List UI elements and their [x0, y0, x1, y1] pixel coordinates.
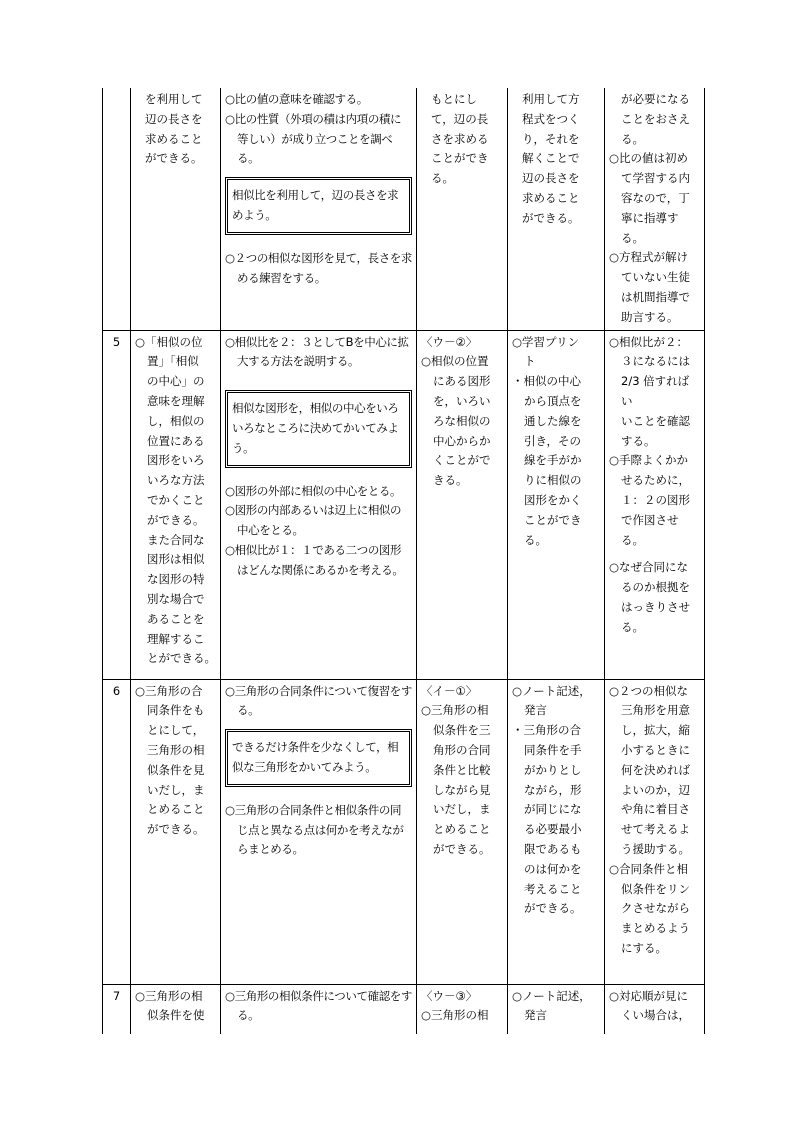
- activity-item: ○図形の外部に相似の中心をとる。: [225, 483, 402, 498]
- notes-cell: [605, 330, 705, 679]
- eval-line: 似条件を三: [433, 723, 491, 738]
- goal-line: ができる。: [147, 822, 205, 837]
- notes-line: まとめるよう: [621, 921, 690, 936]
- notes-line: いことを確認: [621, 413, 690, 428]
- notes-cell: [605, 679, 705, 984]
- notes-line: くい場合は，: [621, 1008, 690, 1023]
- notes-line: はっきりさせ: [621, 599, 690, 614]
- goal-line: 図形は相似: [147, 552, 205, 567]
- notes-line: ○手際よくかか: [609, 453, 689, 468]
- table-row: [103, 984, 705, 1034]
- notes-line: にする。: [621, 940, 667, 955]
- eval-line: 条件と比較: [433, 762, 491, 777]
- eval-line: 中心からか: [433, 433, 491, 448]
- goal-line: でかくこと: [147, 492, 205, 507]
- notes-line: ○方程式が解け: [609, 250, 689, 265]
- method-line: が同じにな: [524, 802, 582, 817]
- notes-line: ことをおさえ: [621, 111, 690, 126]
- goal-line: ○「相似の位: [135, 334, 203, 349]
- activity-item: ○相似比が１：１である二つの図形はどんな関係にあるかを考える。: [225, 542, 404, 577]
- notes-cell: [605, 88, 705, 330]
- activity-item: ○三角形の合同条件について復習をする。: [225, 683, 413, 718]
- lesson-number: 7: [103, 984, 131, 1034]
- goal-line: 辺の長さを: [145, 111, 203, 126]
- goal-cell: [131, 984, 221, 1034]
- notes-line: 2/3 倍すればい: [621, 374, 690, 408]
- eval-line: いだし，ま: [433, 802, 491, 817]
- goal-line: とができる。: [147, 651, 216, 666]
- method-line: 限であるも: [524, 841, 582, 856]
- notes-line: する。: [621, 433, 656, 448]
- method-cell: [508, 330, 605, 679]
- table-row: [103, 679, 705, 984]
- method-line: 求めること: [522, 190, 580, 205]
- lesson-plan-table: [102, 88, 705, 1034]
- goal-line: 位置にある: [147, 433, 205, 448]
- notes-line: し，拡大，縮: [621, 723, 690, 738]
- eval-line: ○三角形の相: [421, 703, 489, 718]
- method-line: 程式をつく: [522, 111, 580, 126]
- method-line: 同条件を手: [524, 742, 582, 757]
- eval-line: を，いろい: [433, 393, 491, 408]
- goal-line: また合同な: [147, 532, 205, 547]
- eval-line: ができる。: [433, 841, 491, 856]
- method-line: る必要最小: [524, 822, 582, 837]
- notes-line: ていない生徒: [621, 270, 690, 285]
- method-cell: [508, 984, 605, 1034]
- goal-line: 図形をいろ: [147, 453, 205, 468]
- notes-line: 三角形を用意: [621, 703, 690, 718]
- goal-line: ができる。: [145, 151, 203, 166]
- method-line: 辺の長さを: [522, 171, 580, 186]
- goal-line: 似条件を見: [147, 762, 205, 777]
- notes-line: や角に着目さ: [621, 802, 690, 817]
- notes-line: て学習する内: [621, 171, 690, 186]
- activity-cell: [221, 88, 417, 330]
- goal-line: 三角形の相: [147, 742, 205, 757]
- goal-line: を利用して: [145, 92, 203, 106]
- notes-line: クさせながら: [621, 901, 690, 916]
- method-label: ○学習プリン: [512, 334, 580, 349]
- method-label: ○ノート記述，: [512, 988, 591, 1003]
- method-line: り，それを: [522, 131, 580, 146]
- evaluation-cell: [417, 984, 508, 1034]
- notes-line: で作図させる。: [621, 512, 679, 547]
- lesson-number: 5: [103, 330, 131, 679]
- method-line: 発言: [524, 703, 547, 718]
- activity-cell: [221, 330, 417, 679]
- method-line: 解くことで: [522, 151, 580, 166]
- task-box: できるだけ条件を少なくして，相似な三角形をかいてみよう。: [225, 729, 412, 787]
- activity-item: ○図形の内部あるいは辺上に相似の中心をとる。: [225, 503, 402, 538]
- activity-item: ○相似比を２：３としてBを中心に拡大する方法を説明する。: [225, 334, 409, 369]
- eval-line: くことがで: [433, 453, 491, 468]
- eval-line: さを求める: [431, 131, 489, 146]
- goal-line: とにして，: [147, 723, 205, 738]
- notes-line: よいのか，辺: [621, 782, 690, 797]
- goal-line: ができる。: [147, 512, 205, 527]
- eval-line: にある図形: [433, 374, 491, 389]
- eval-line: とめること: [433, 822, 491, 837]
- goal-line: とめること: [147, 802, 205, 817]
- method-line: 引き，その: [524, 433, 582, 448]
- method-line: る。: [524, 532, 547, 547]
- eval-line: きる。: [433, 473, 468, 488]
- notes-line: せて考えるよ: [621, 822, 690, 837]
- task-box: 相似比を利用して，辺の長さを求めよう。: [225, 177, 412, 235]
- goal-line: 似条件を使: [147, 1008, 205, 1023]
- goal-line: 理解するこ: [147, 631, 205, 646]
- activity-cell: [221, 679, 417, 984]
- goal-cell: [131, 679, 221, 984]
- method-cell: [508, 679, 605, 984]
- eval-line: ことができ: [431, 151, 489, 166]
- table-row: [103, 88, 705, 330]
- notes-line: ○２つの相似な: [609, 683, 689, 698]
- method-label: ○ノート記述，: [512, 683, 591, 698]
- activity-item: ○三角形の相似条件について確認をする。: [225, 988, 413, 1023]
- notes-line: 小するときに: [621, 742, 690, 757]
- method-line: から頂点を: [524, 393, 582, 408]
- evaluation-cell: [417, 330, 508, 679]
- method-line: がかりとし: [524, 762, 582, 777]
- goal-line: 別な場合で: [147, 591, 205, 606]
- method-line: ト: [524, 354, 536, 369]
- goal-line: し，相似の: [147, 413, 205, 428]
- notes-line: ○相似比が２：: [609, 334, 689, 349]
- notes-line: 寧に指導する。: [621, 210, 679, 245]
- activity-item: ○比の性質（外項の積は内項の積に等しい）が成り立つことを調べる。: [225, 111, 402, 166]
- task-box: 相似な図形を，相似の中心をいろいろなところに決めてかいてみよう。: [225, 390, 412, 467]
- eval-line: 角形の合同: [433, 742, 491, 757]
- notes-line: 何を決めれば: [621, 762, 690, 777]
- activity-item: ○比の値の意味を確認する。: [225, 92, 368, 106]
- goal-line: ○三角形の合: [135, 683, 203, 698]
- method-line: 線を手がか: [524, 453, 582, 468]
- notes-line: が必要になる: [621, 92, 690, 106]
- eval-label: 〈ウ－②〉: [421, 334, 478, 349]
- goal-line: いだし，ま: [147, 782, 205, 797]
- method-line: 通した線を: [524, 413, 582, 428]
- table-row: [103, 330, 705, 679]
- notes-line: 助言する。: [621, 309, 679, 324]
- notes-line: ○対応順が見に: [609, 988, 689, 1003]
- method-line: ・三角形の合: [512, 723, 581, 738]
- eval-line: ろな相似の: [433, 413, 491, 428]
- notes-cell: [605, 984, 705, 1034]
- eval-label: 〈イ－①〉: [421, 683, 478, 698]
- goal-line: 置」「相似: [147, 354, 199, 369]
- goal-line: 同条件をも: [147, 703, 205, 718]
- evaluation-cell: [417, 679, 508, 984]
- method-line: 図形をかく: [524, 492, 582, 507]
- eval-line: ○相似の位置: [421, 354, 489, 369]
- method-line: 利用して方: [522, 92, 580, 106]
- method-line: ・相似の中心: [512, 374, 581, 389]
- notes-line: ○合同条件と相: [609, 861, 689, 876]
- eval-label: 〈ウ－③〉: [421, 988, 478, 1003]
- goal-line: の中心」の: [147, 374, 205, 389]
- method-line: ができる。: [522, 210, 580, 225]
- notes-line: は机間指導で: [621, 289, 690, 304]
- notes-line: ○なぜ合同にな: [609, 560, 689, 575]
- goal-line: あることを: [147, 611, 205, 626]
- lesson-number: 6: [103, 679, 131, 984]
- evaluation-cell: [417, 88, 508, 330]
- eval-line: て，辺の長: [431, 111, 489, 126]
- goal-cell: [131, 88, 221, 330]
- method-line: 考えること: [524, 881, 582, 896]
- method-line: ことができ: [524, 512, 582, 527]
- notes-line: 容なので，丁: [621, 190, 690, 205]
- lesson-number: [103, 88, 131, 330]
- notes-line: せるために，: [621, 473, 690, 488]
- eval-line: もとにし: [431, 92, 477, 106]
- goal-cell: [131, 330, 221, 679]
- method-line: ながら，形: [524, 782, 582, 797]
- method-line: りに相似の: [524, 473, 582, 488]
- notes-line: 似条件をリン: [621, 881, 690, 896]
- activity-item: ○三角形の合同条件と相似条件の同じ点と異なる点は何かを考えながらまとめる。: [225, 802, 404, 857]
- method-line: 発言: [524, 1008, 547, 1023]
- notes-line: う援助する。: [621, 841, 690, 856]
- goal-line: 求めること: [145, 131, 203, 146]
- eval-line: ○三角形の相: [421, 1008, 489, 1023]
- method-cell: [508, 88, 605, 330]
- eval-line: る。: [431, 171, 454, 186]
- method-line: ができる。: [524, 901, 582, 916]
- method-line: のは何かを: [524, 861, 582, 876]
- goal-line: いろな方法: [147, 473, 205, 488]
- activity-cell: [221, 984, 417, 1034]
- notes-line: るのか根拠を: [621, 580, 690, 595]
- notes-line: １：２の図形: [621, 492, 690, 507]
- notes-line: る。: [621, 619, 644, 634]
- notes-line: る。: [621, 131, 644, 146]
- eval-line: しながら見: [433, 782, 491, 797]
- activity-item: ○２つの相似な図形を見て，長さを求める練習をする。: [225, 250, 413, 285]
- notes-line: ○比の値は初め: [609, 151, 689, 166]
- goal-line: ○三角形の相: [135, 988, 203, 1003]
- goal-line: な図形の特: [147, 572, 205, 587]
- notes-line: ３になるには: [621, 354, 690, 369]
- goal-line: 意味を理解: [147, 393, 205, 408]
